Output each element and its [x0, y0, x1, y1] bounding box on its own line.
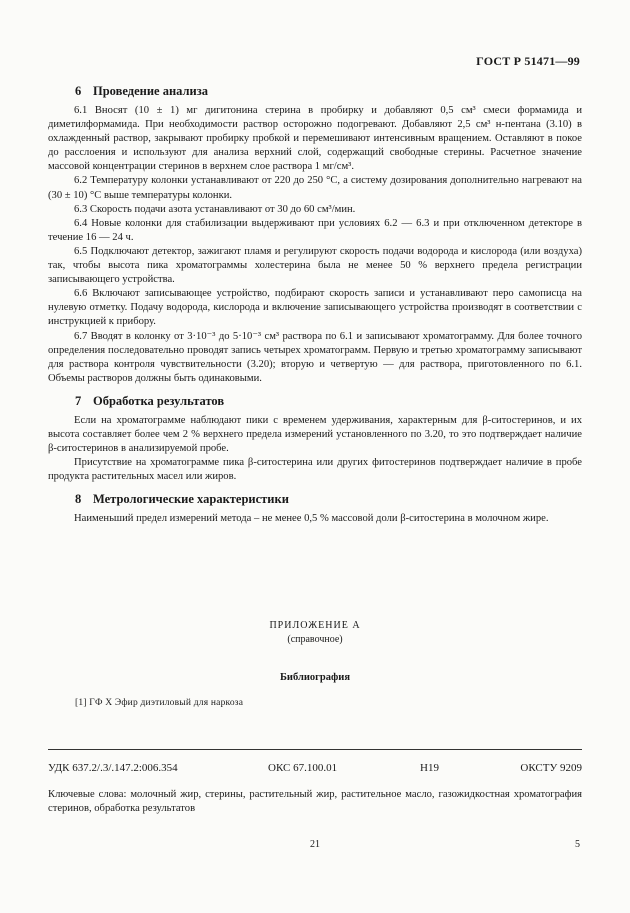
paragraph: 6.6 Включают записывающее устройство, подбирают скорость записи и устанавливают перо самописца на нулевую отметку. Подачу водорода, кислорода и включение записывающего устройства производят в соответствии с инструкцией к прибору.: [48, 288, 582, 328]
paragraph: Наименьший предел измерений метода – не менее 0,5 % массовой доли β-ситостерина в молочном жире.: [74, 513, 549, 525]
bibliography-title: Библиография: [279, 672, 351, 683]
section-number: 7: [75, 393, 82, 408]
oks-code: ОКС 67.100.01: [268, 762, 338, 774]
keywords: Ключевые слова: молочный жир, стерины, растительный жир, растительное масло, газожидкостная хроматография стеринов, обработка результатов: [48, 789, 582, 814]
section-heading: [48, 492, 582, 507]
section-6: [48, 84, 582, 386]
bibliography-item: [1] ГФ X Эфир диэтиловый для наркоза: [75, 698, 244, 708]
paragraph: 6.3 Скорость подачи азота устанавливают от 30 до 60 см³/мин.: [74, 203, 356, 215]
section-title: Проведение анализа: [93, 84, 208, 98]
section-heading: [48, 84, 582, 99]
paragraph: 6.5 Подключают детектор, зажигают пламя и регулируют скорость подачи водорода и кислорода (или воздуха) так, чтобы высота пика хроматограммы холестерина была не менее 50 % верхнего предела регистрации записывающего устройства.: [48, 245, 582, 286]
section-8: [48, 492, 582, 526]
classification-codes: [48, 762, 582, 776]
page-number-center: 21: [310, 839, 320, 850]
section-number: 8: [75, 492, 82, 507]
appendix-title: ПРИЛОЖЕНИЕ А: [269, 620, 361, 631]
page-number-right: 5: [575, 839, 580, 850]
paragraph: 6.1 Вносят (10 ± 1) мг дигитонина стерина в пробирку и добавляют 0,5 см³ смеси формамида и диметилформамида. При необходимости раствор осторожно подогревают. Добавляют 2,5 см³ н-пентана (3.10) в охлажденный раствор, закрывают пробирку пробкой и перемешивают интенсивным вращением. Оставляют в покое до расслоения и используют для анализа верхний слой, содержащий свободные стерины. Расчетное значение массовой концентрации стеринов в верхнем слое раствора 1 мг/см³.: [48, 105, 582, 173]
paragraph: 6.2 Температуру колонки устанавливают от 220 до 250 °С, а систему дозирования дополнительно нагревают на (30 ± 10) °С выше температуры колонки.: [48, 175, 582, 201]
paragraph: 6.4 Новые колонки для стабилизации выдерживают при условиях 6.2 — 6.3 и при отключенном детекторе в течение 16 — 24 ч.: [48, 217, 582, 243]
footer-divider: [48, 749, 582, 750]
main-content: [48, 84, 582, 534]
section-title: Обработка результатов: [93, 393, 225, 408]
document-id: ГОСТ Р 51471—99: [476, 54, 580, 68]
section-heading: [48, 394, 582, 409]
section-7: [48, 394, 582, 484]
udk-code: УДК 637.2/.3/.147.2:006.354: [48, 762, 178, 774]
paragraph: Присутствие на хроматограмме пика β-ситостерина или других фитостеринов подтверждает наличие в пробе продукта растительных масел или жиров.: [48, 457, 582, 483]
appendix-heading: [48, 619, 582, 647]
appendix-subtitle: (справочное): [287, 634, 343, 645]
okstu-code: ОКСТУ 9209: [520, 762, 582, 774]
paragraph: Если на хроматограмме наблюдают пики с временем удерживания, характерным для β-ситостеринов, и их высота составляет более чем 2 % верхнего предела измерений установленного по 3.20, то это подтверждает наличие β-ситостеринов в анализируемой пробе.: [48, 414, 582, 455]
paragraph: 6.7 Вводят в колонку от 3·10⁻³ до 5·10⁻³ см³ раствора по 6.1 и записывают хроматограмму. Для более точного определения последовательно проводят запись четырех хроматограмм. Первую и третью хроматограмму записывают для раствора контроля чувствительности (3.20); вторую и четвертую — для раствора, приготовленного по 6.1. Объемы растворов должны быть одинаковыми.: [48, 330, 582, 384]
section-number: 6: [75, 84, 82, 98]
h-code: Н19: [420, 762, 439, 774]
section-title: Метрологические характеристики: [93, 492, 289, 507]
